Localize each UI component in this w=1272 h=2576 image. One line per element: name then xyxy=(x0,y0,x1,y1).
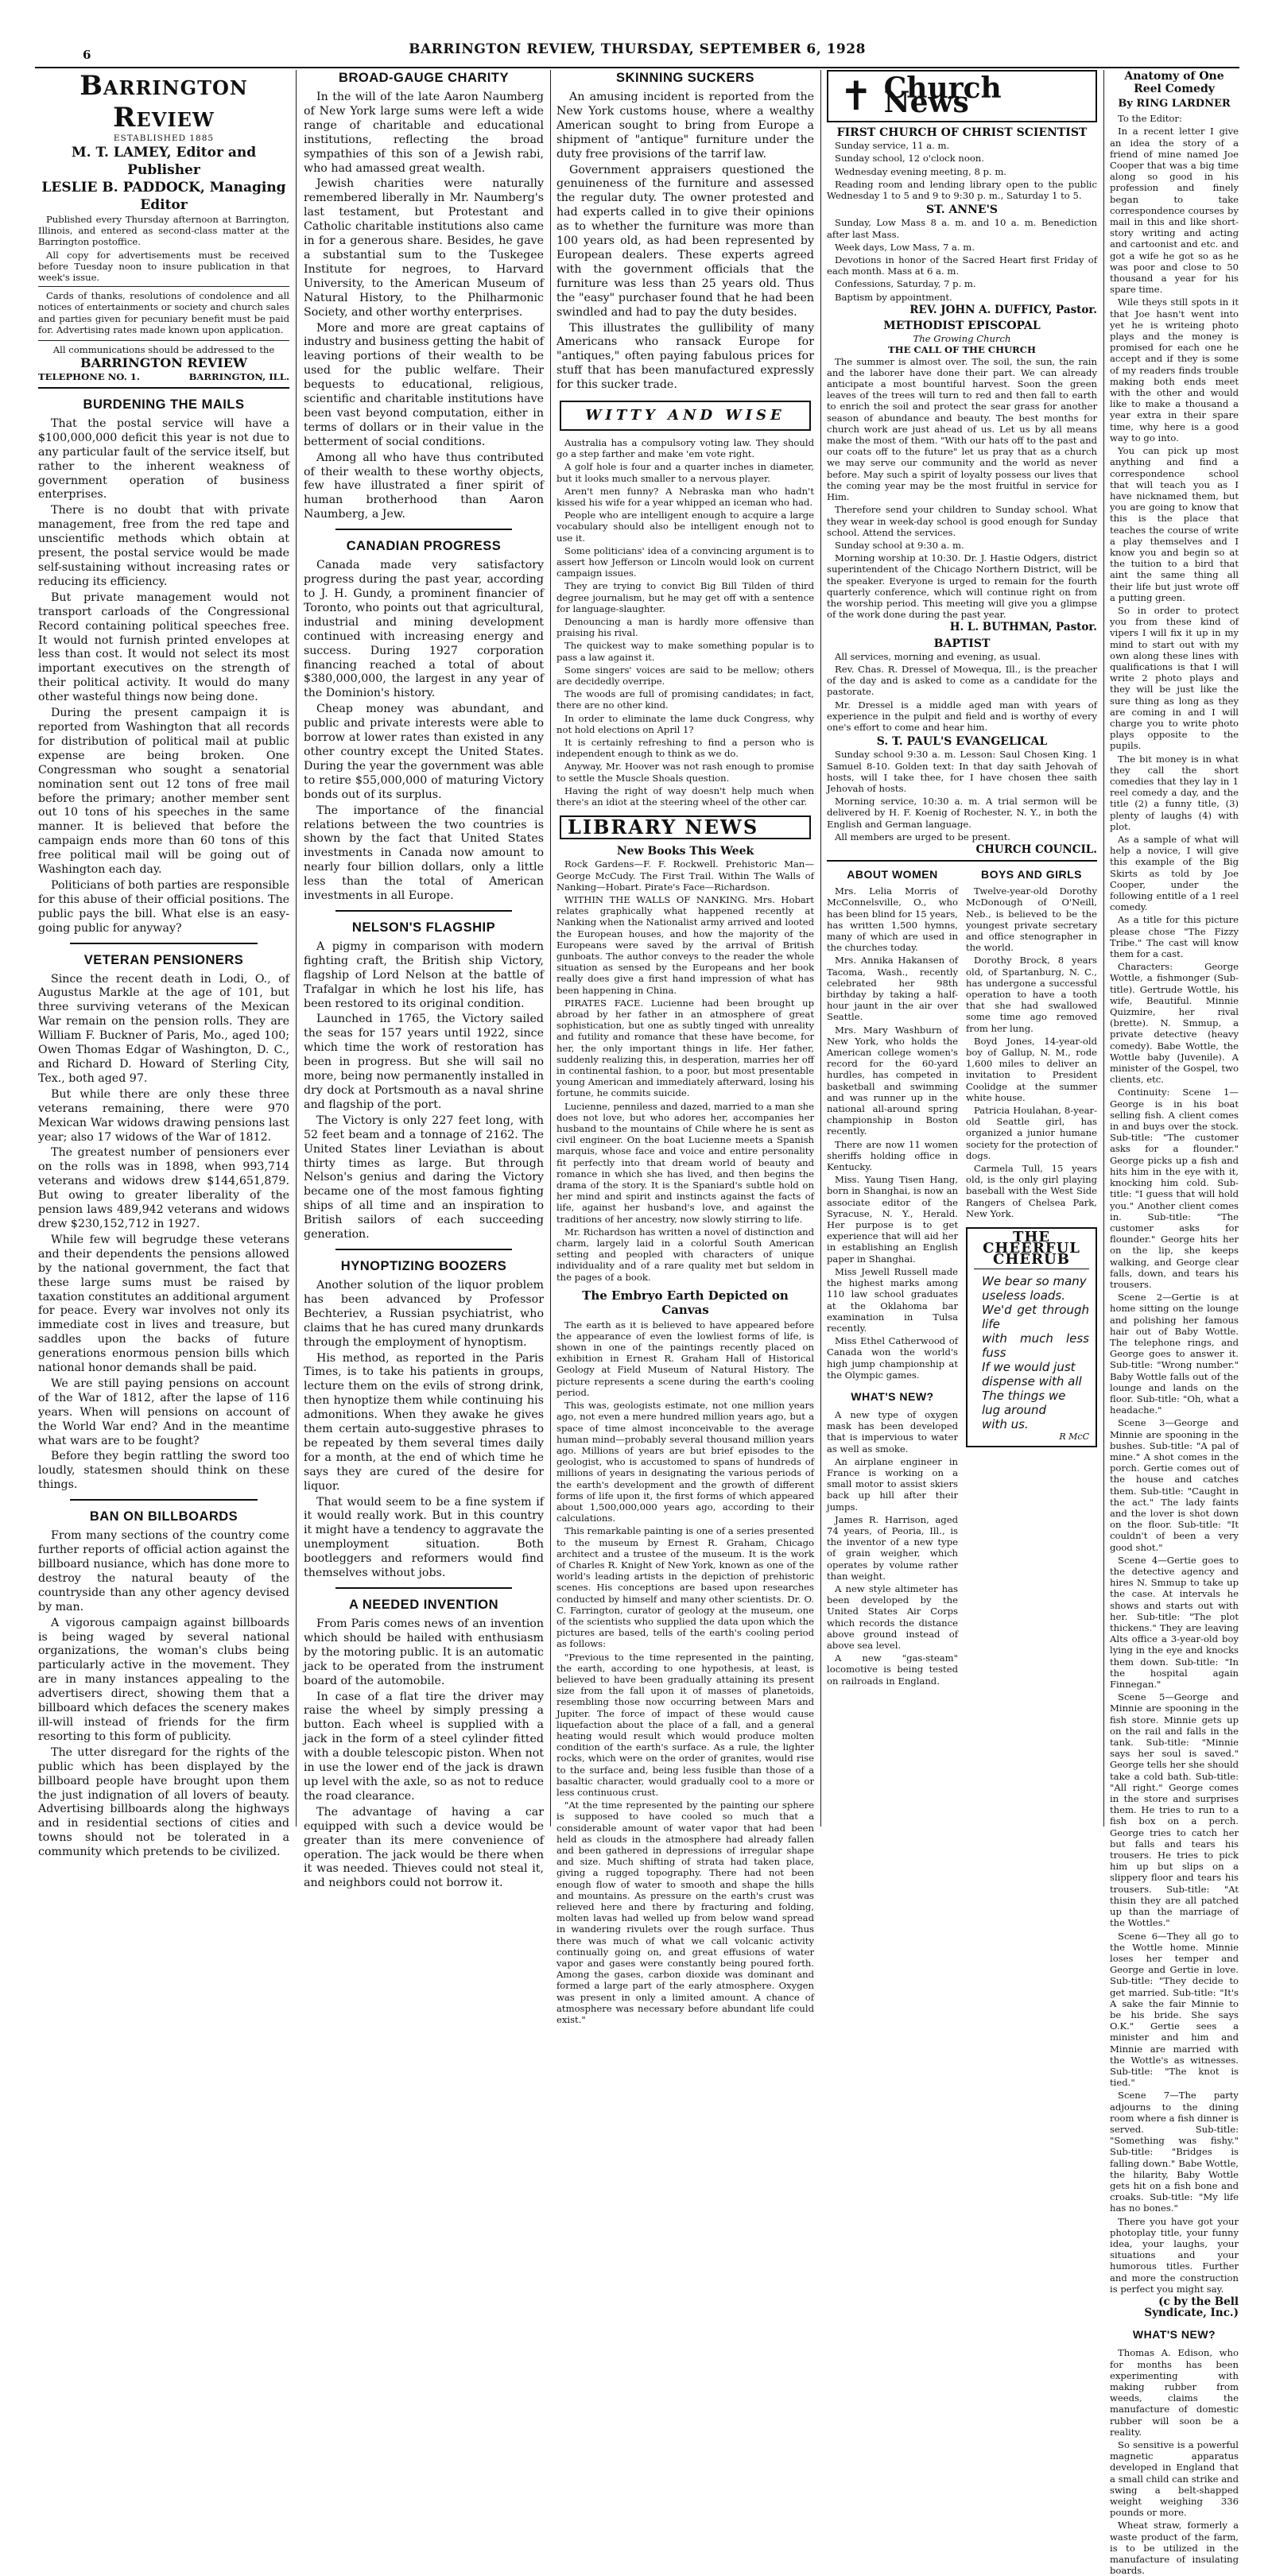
paragraph: All services, morning and evening, as usual. xyxy=(835,650,1041,662)
ad-note: All copy for advertisements must be received before Tuesday noon to insure publication in that week's issue. xyxy=(38,249,289,284)
masthead-title: Barrington Review xyxy=(80,70,248,134)
cheerful-cherub-box xyxy=(966,1227,1097,1447)
issue-line: BARRINGTON REVIEW, THURSDAY, SEPTEMBER 6, 1928 xyxy=(409,41,866,57)
paragraph: The greatest number of pensioners ever on the rolls was in 1898, when 993,714 veterans and widows drew $144,651,879. But owing to greater liberality of the pension laws 489,942 veterans and widows drew $230,152,712 in 1927. xyxy=(38,1146,289,1230)
masthead-notes xyxy=(38,214,289,341)
communications-note: All communications should be addressed to the xyxy=(52,344,275,356)
article-headline: WHAT'S NEW? xyxy=(851,1389,934,1403)
paragraph: Sunday school at 9:30 a. m. xyxy=(835,539,964,551)
paragraph: "Previous to the time represented in the painting, the earth, according to one hypothesis, at least, is believed to have been gradually attaining its present size from the fall upon it of masses of planetoids, resembling those now occurring between Mars and Jupiter. The force of impact of these would cause liquefaction about the place of a fall, and a general heating would result which would produce molten condition of the earth's surface. As a rule, the lighter rocks, which were on the order of granites, would rise to the surface and, being less fusible than those of a basaltic character, would gradually cool to a more or less continuous crust. xyxy=(556,1651,814,1798)
article-mails xyxy=(38,417,289,936)
witty-item: Australia has a compulsory voting law. They should go a step farther and make 'em vote right. xyxy=(556,436,814,460)
witty-and-wise-heading: WITTY AND WISE xyxy=(560,401,811,431)
paragraph: Scene 7—The party adjourns to the dining room where a fish dinner is served. Sub-title: "Something was fishy." Sub-title: "Bridges is falling down." Babe Wottle, the hilarity, Baby Wottle gets hit on a fish bone and croaks. Sub-title: "My life has no bones." xyxy=(1110,2090,1239,2214)
column-2 xyxy=(304,70,544,1890)
paragraph: The utter disregard for the rights of the public which has been displayed by the billboard people have brought upon them the just indignation of all lovers of beauty. Advertising billboards along the highways and in residential sections of cities and towns should not be tolerated in a community which pretends to be civilized. xyxy=(38,1745,289,1859)
paragraph: The bit money is in what they call the short comedies that they lay in 1 reel comedy a day, and the title (2) a funny title, (3) plenty of laughs (4) with plot. xyxy=(1110,753,1239,832)
article-nelson xyxy=(304,940,544,1242)
article-headline: WHAT'S NEW? xyxy=(1132,2328,1216,2342)
paragraph: But while there are only these three veterans remaining, there were 970 Mexican War widows drawing pensions last year; also 17 widows of the War of 1812. xyxy=(38,1087,289,1144)
column-5 xyxy=(1110,70,1239,2576)
divider xyxy=(335,910,512,912)
paragraph: The Victory is only 227 feet long, with 52 feet beam and a tonnage of 2162. The United States liner Leviathan is about thirty times as large. But through Nelson's genius and daring the Victory became one of the most famous fighting ships of all time and an inspiration to British sailors of each succeeding generation. xyxy=(304,1114,544,1242)
article-hypno xyxy=(304,1279,544,1581)
column-divider xyxy=(296,70,297,1826)
paragraph: Cheap money was abundant, and public and private interests were able to borrow at lower rates than existed in any other country except the United States. During the year the government was able to retire $55,000,000 of maturing Victory bonds out of its surplus. xyxy=(304,703,544,801)
boys-girls-item: Patricia Houlahan, 8-year-old Seattle girl, has organized a junior humane society for the protection of dogs. xyxy=(966,1105,1097,1161)
witty-item: It is certainly refreshing to find a person who is independent enough to think as we do. xyxy=(556,737,814,760)
divider xyxy=(335,1249,512,1250)
witty-item: Having the right of way doesn't help much when there's an idiot at the steering wheel of the other car. xyxy=(556,784,814,808)
library-subhead: New Books This Week xyxy=(616,845,754,858)
paragraph: WITHIN THE WALLS OF NANKING. Mrs. Hobart relates graphically what happened recently at Nanking when the Nationalist army arrived and looted the European houses, and how the majority of the Europeans were saved by the arrival of British gunboats. The author conveys to the reader the whole situation as sensed by the Europeans and her book really does give a first hand impression of what has been happening in China. xyxy=(556,893,814,996)
paragraph: Canada made very satisfactory progress during the past year, according to J. H. Gundy, a prominent financier of Toronto, who points out that agricultural, industrial and mining development continued with increasing energy and success. During 1927 corporation financing reached a total of about $380,000,000, the largest in any year of the Dominion's history. xyxy=(304,559,544,700)
article-library xyxy=(556,846,814,1283)
library-news-heading: LIBRARY NEWS xyxy=(560,815,811,839)
paragraph: An amusing incident is reported from the New York customs house, where a wealthy American sought to bring from Europe a shipment of "antique" furniture under the duty free provisions of the tarrif law. xyxy=(556,91,814,161)
article-headline: BURDENING THE MAILS xyxy=(83,397,245,412)
communications-name: BARRINGTON REVIEW xyxy=(80,355,247,371)
witty-list xyxy=(556,437,814,808)
women-list xyxy=(827,885,958,1381)
paragraph: Scene 3—George and Minnie are spooning in the bushes. Sub-title: "A pal of mine." A shot comes in the porch. Gertie comes out of the house and catches them. Sub-title: "Caught in the act." The lady faints and the lover is shot down on the floor. Sub-title: "It couldn't of been a very good shot." xyxy=(1110,1417,1239,1553)
church-name: BAPTIST xyxy=(933,637,991,650)
article-church xyxy=(827,127,1097,855)
witty-item: Some singers' voices are said to be mellow; others are decidedly overripe. xyxy=(556,664,814,687)
women-item: Mrs. Lelia Morris of McConnelsville, O., who has been blind for 15 years, has written 1,500 hymns, many of which are used in the churches today. xyxy=(827,885,958,954)
women-item: Mrs. Mary Washburn of New York, who holds the American college women's record for the 60-yard hurdles, has competed in basketball and swimming and was runner up in the national all-around spring championship in Boston recently. xyxy=(827,1024,958,1137)
paragraph: Scene 4—Gertie goes to the detective agency and hires N. Smmup to take up the case. At intervals he shows and starts out with her. Sub-title: "The plot thickens." They are leaving Alts office a 3-year-old boy lying in the eye and knocks them down. Sub-title: "In the hospital again Finnegan." xyxy=(1110,1554,1239,1691)
schedule-line: Sunday school, 12 o'clock noon. xyxy=(835,153,984,165)
church-schedule xyxy=(827,140,1097,201)
witty-item: Anyway, Mr. Hoover was not rash enough to promise to settle the Muscle Shoals question. xyxy=(556,761,814,784)
column-3 xyxy=(556,70,814,2026)
paragraph: That the postal service will have a $100,000,000 deficit this year is not due to any particular fault of the service itself, but rather to the inherent weakness of government operation of business enterprises. xyxy=(38,416,289,502)
cross-icon: ✝ xyxy=(839,73,873,119)
church-subtitle: THE CALL OF THE CHURCH xyxy=(888,344,1036,356)
article-headline: SKINNING SUCKERS xyxy=(616,71,754,85)
divider xyxy=(335,529,512,530)
paragraph: Morning service, 10:30 a. m. A trial sermon will be delivered by H. F. Koenig of Rochester, N. Y., in both the English and German language. xyxy=(827,796,1097,830)
article-headline: NELSON'S FLAGSHIP xyxy=(351,920,496,935)
paragraph: A pigmy in comparison with modern fighting craft, the British ship Victory, flagship of Lord Nelson at the battle of Trafalgar in which he lost his life, has been restored to its original condition. xyxy=(304,939,544,1010)
witty-item: Some politicians' idea of a convincing argument is to assert how Jefferson or Lincoln would look on current campaign issues. xyxy=(556,544,814,579)
women-item: There are now 11 women sheriffs holding office in Kentucky. xyxy=(827,1138,958,1173)
poem-line: lug around xyxy=(982,1402,1047,1417)
paragraph: Another solution of the liquor problem has been advanced by Professor Bechteriev, a Russian psychiatrist, who claims that he has cured many drunkards through the employment of hynoptism. xyxy=(304,1278,544,1349)
boys-girls-item: Dorothy Brock, 8 years old, of Spartanburg, N. C., has undergone a successful operation to have a tooth that she had swallowed some time ago removed from her lung. xyxy=(966,955,1097,1034)
schedule-line: Sunday, Low Mass 8 a. m. and 10 a. m. Benediction after last Mass. xyxy=(827,217,1097,240)
whats-new-item: Thomas A. Edison, who for months has been experimenting with making rubber from weeds, claims the manufacture of domestic rubber will soon be a reality. xyxy=(1110,2347,1239,2438)
poem-line: useless loads. xyxy=(982,1288,1065,1303)
paragraph: But private management would not transport carloads of the Congressional Record containing political speeches free. It would not furnish printed envelopes at less than cost. It would not select its most important executives on the strength of their political activity. It would do many other wasteful things now being done. xyxy=(38,591,289,704)
schedule-line: Reading room and lending library open to the public Wednesday 1 to 5 and 9 to 9:30 p. m., Saturday 1 to 5. xyxy=(827,178,1097,202)
article-billboards xyxy=(38,1529,289,1860)
paragraph: During the present campaign it is reported from Washington that all records for distribution of political mail at public expense are being broken. One Congressman who sought a senatorial nomination sent out 12 tons of free mail before the primary; another member sent out 10 tons of his speeches in the same manner. It is believed that before the campaign ends more than 60 tons of this free political mail will be going out of Washington each day. xyxy=(38,707,289,877)
article-invention xyxy=(304,1617,544,1891)
paragraph: Lucienne, penniless and dazed, married to a man she does not love, but who adores her, accompanies her husband to the mountains of Chile where he is sent as civil engineer. On the boat Lucienne meets a Spanish marquis, whose face and voice and entire personality fit perfectly into that dream world of beauty and romance in which she has lived, and then begins the drama of the story. It is the Spaniard's subtle hold on her mind and spirit and instincts against the facts of life, against her husband's love, and against the traditions of her ancestry, now slowly stirring to life. xyxy=(556,1100,814,1225)
paragraph: Scene 2—Gertie is at home sitting on the lounge and polishing her famous hair out of Baby Wottle. The telephone rings, and George goes to answer it. Sub-title: "Wrong number." Baby Wottle falls out of the lounge and lands on the floor. Sub-title: "Oh, what a headache." xyxy=(1110,1292,1239,1416)
column-divider xyxy=(820,70,821,1826)
telephone-line xyxy=(38,370,289,389)
paragraph: Continuity: Scene 1—George is in his boat selling fish. A client comes in and buys over the stock. Sub-title: "The customer asks for a flounder." George picks up a fish and hits him in the eye with it, knocking him cold. Sub-title: "I guess that will hold you." Another client comes in. Sub-title: "The customer asks for flounder." George hits her on the lip, she keeps walking, and George clear falls, down, and tears his trousers. xyxy=(1110,1087,1239,1290)
article-headline: BOYS AND GIRLS xyxy=(980,868,1083,881)
boys-girls-item: Carmela Tull, 15 years old, is the only girl playing baseball with the West Side Rangers of Chelsea Park, New York. xyxy=(966,1163,1097,1219)
whats-new-item: A new style altimeter has been developed by the United States Air Corps which records the distance above ground instead of above sea level. xyxy=(827,1582,958,1651)
paragraph: Before they begin rattling the sword too loudly, statesmen should think on these things. xyxy=(38,1450,289,1492)
schedule-line: Week days, Low Mass, 7 a. m. xyxy=(835,241,975,253)
lower-right xyxy=(966,865,1097,1688)
witty-item: The quickest way to make something popular is to pass a law against it. xyxy=(556,640,814,663)
witty-item: They are trying to convict Big Bill Tilden of third degree journalism, but he may get off with a sentence for language-slaughter. xyxy=(556,580,814,614)
paragraph: To the Editor: xyxy=(1118,113,1182,125)
lower-split xyxy=(827,865,1097,1688)
paragraph: This remarkable painting is one of a series presented to the museum by Ernest R. Graham, Chicago architect and a trustee of the museum. It is the work of Charles R. Knight of New York, known as one of the world's leading artists in the depiction of prehistoric scenes. His conceptions are based upon researches conducted by himself and many other scientists. Dr. O. C. Farrington, curator of geology at the museum, one of the scientists who supplied the data upon which the pictures are based, tells of the earth's cooling period as follows: xyxy=(556,1525,814,1650)
paragraph: In the will of the late Aaron Naumberg of New York large sums were left a wide range of charitable and educational institutions, reflecting the broad sympathies of this son of a Jewish rabi, who had amassed great wealth. xyxy=(304,91,544,175)
comedy-headline: Anatomy of One Reel Comedy xyxy=(1124,70,1224,95)
poem-line: with much less fuss xyxy=(982,1331,1089,1360)
paragraph: PIRATES FACE. Lucienne had been brought up abroad by her father in an atmosphere of great sophistication, but one as subtly tinged with unreality and futility and romance that these have become, for her, the only important things in life. Her father, suddenly realizing this, in desperation, marries her off in continental fashion, to a poor, but most presentable young American and immediately afterward, losing his fortune, he commits suicide. xyxy=(556,997,814,1099)
paragraph: Politicians of both parties are responsible for this abuse of their official positions. The public pays the bill. What else is an easy-going public for anyway? xyxy=(38,878,289,935)
paragraph: Since the recent death in Lodi, O., of Augustus Markle at the age of 101, but three surviving veterans of the Mexican War remain on the pension rolls. They are William F. Buckner of Paris, Mo., aged 100; Owen Thomas Edgar of Washington, D. C., and Richard D. Howard of Sterling City, Tex., both aged 97. xyxy=(38,972,289,1085)
church-name: ST. ANNE'S xyxy=(926,203,998,217)
paragraph: As a title for this picture please chose "The Fizzy Tribe." The cast will know them for a cast. xyxy=(1110,914,1239,960)
masthead-established: ESTABLISHED 1885 xyxy=(113,134,215,143)
women-item: Miss Ethel Catherwood of Canada won the world's high jump championship at the Olympic games. xyxy=(827,1335,958,1381)
paragraph: That would seem to be a fine system if it would really work. But in this country it might have a tendency to aggravate the unemployment situation. Both bootleggers and reformers would find themselves without jobs. xyxy=(304,1495,544,1580)
witty-item: In order to eliminate the lame duck Congress, why not hold elections on April 1? xyxy=(556,712,814,735)
paragraph: Wile theys still spots in it that Joe hasn't went into yet he is writeing photo plays and the money is promised for each one he accept and if they is some of my readers finds trouble making both ends meet with the other and would like to make a thousand a year extra in their spare time, why here is a good way to go into. xyxy=(1110,296,1239,444)
witty-item: People who are intelligent enough to acquire a large vocabulary should also be intelligent enough not to use it. xyxy=(556,509,814,544)
women-item: Mrs. Annika Hakansen of Tacoma, Wash., recently celebrated her 98th birthday by taking a half-hour jaunt in the air over Seattle. xyxy=(827,955,958,1023)
schedule-line: Baptism by appointment. xyxy=(835,291,952,303)
column-divider xyxy=(550,70,551,1826)
boys-girls-item: Twelve-year-old Dorothy McDonough of O'Neill, Neb., is believed to be the youngest private secretary and office stenographer in the world. xyxy=(966,885,1097,954)
whats-new-item: James R. Harrison, aged 74 years, of Peoria, Ill., is the inventor of a new type of grain weigher, which operates by volume rather than weight. xyxy=(827,1513,958,1582)
cherub-signature: R McC xyxy=(1059,1431,1089,1442)
paragraph: Sunday school 9:30 a. m. Lesson: Saul Chosen King. 1 Samuel 8-10. Golden text: In that day saith Jehovah of hosts, will I take thee, for I have chosen thee saith Jehovah of hosts. xyxy=(827,749,1097,794)
schedule-line: Wednesday evening meeting, 8 p. m. xyxy=(835,165,1006,177)
paragraph: Among all who have thus contributed of their wealth to these worthy objects, few have illustrated a finer spirit of human brotherhood than Aaron Naumberg, a Jew. xyxy=(304,451,544,521)
paragraph: There you have got your photoplay title, your funny idea, your laughs, your situations and your humorous titles. Further and more the construction is perfect you might say. xyxy=(1110,2215,1239,2295)
article-canada xyxy=(304,559,544,904)
paragraph: "At the time represented by the painting our sphere is supposed to have cooled so much that a considerable amount of water vapor that had been held as clouds in the atmosphere had already fallen and been gathered in depressions of irregular shape and size. Much shifting of strata had taken place, giving a rugged topography. There had not been enough flow of water to smooth and shape the hills and mountains. As pressure on the earth's crust was relieved here and there by fracturing and folding, molten lavas had welled up from below wand spread in wandering rivulets over the rough surface. Thus there was much of what we call volcanic activity continually going on, and great effusions of water vapor and gases were constantly being poured forth. Among the gases, carbon dioxide was dominant and formed a large part of the early atmosphere. Oxygen was present in only a limited amount. A chance of atmosphere was necessary before abundant life could exist." xyxy=(556,1799,814,2026)
paragraph: More and more are great captains of industry and business getting the habit of leaving portions of their wealth to be used for the public welfare. Their bequests to educational, religious, scientific and charitable institutions have been vast beyond computation, either in terms of dollars or in their value in the betterment of social conditions. xyxy=(304,321,544,448)
church-news-banner xyxy=(827,70,1097,122)
paragraph: Scene 5—George and Minnie are spooning in the fish store. Minnie gets up on the rail and falls in the tank. Sub-title: "Minnie says her soul is saved." George tells her she should take a cold bath. Sub-title: "All right." George comes in the store and surprises them. He tries to run to a fish box on a perch. George tries to catch her but falls and tears his trousers. He tries to pick him up but slips on a slippery floor and tears his trousers. Sub-title: "At thisin they are all patched up than the marriage of the Wottles." xyxy=(1110,1691,1239,1929)
paragraph: This illustrates the gullibility of many Americans who ransack Europe for "antiques," often paying fabulous prices for stuff that has been manufactured expressly for this sucker trade. xyxy=(556,321,814,392)
church-subtitle: The Growing Church xyxy=(913,333,1011,345)
publication-note: Published every Thursday afternoon at Barrington, Illinois, and entered as second-class matter at the Barrington postoffice. xyxy=(38,214,289,248)
church-news-title: Church News xyxy=(883,72,1002,119)
paragraph: There is no doubt that with private management, free from the red tape and unscientific methods which obtain at present, the postal service would be made self-sustaining without increasing rates or reducing its efficiency. xyxy=(38,504,289,588)
article-headline: BAN ON BILLBOARDS xyxy=(89,1509,238,1524)
paragraph: From many sections of the country come further reports of official action against the billboard nusiance, which has done more to destroy the natural beauty of the countryside than any other agency devised by man. xyxy=(38,1529,289,1613)
article-suckers xyxy=(556,91,814,393)
witty-item: Aren't men funny? A Nebraska man who hadn't kissed his wife for a year whipped an iceman who had. xyxy=(556,485,814,508)
paragraph: A vigorous campaign against billboards is being waged by several national organizations, the woman's clubs being particularly active in the movement. They are in many instances appealing to the advertisers direct, showing them that a billboard which defaces the scenery makes ill-will instead of friends for the firm resorting to this form of publicity. xyxy=(38,1616,289,1743)
church-name: S. T. PAUL'S EVANGELICAL xyxy=(876,735,1048,749)
witty-item: Denouncing a man is hardly more offensive than praising his rival. xyxy=(556,615,814,639)
lower-left xyxy=(827,865,958,1688)
schedule-line: Confessions, Saturday, 7 p. m. xyxy=(835,278,976,290)
witty-item: A golf hole is four and a quarter inches in diameter, but it looks much smaller to a nervous player. xyxy=(556,461,814,484)
signature: CHURCH COUNCIL. xyxy=(975,843,1097,856)
divider xyxy=(335,1587,512,1589)
poem-line: We'd get through life xyxy=(982,1302,1089,1331)
schedule-line: Devotions in honor of the Sacred Heart first Friday of each month. Mass at 6 a. m. xyxy=(827,254,1097,277)
city: BARRINGTON, ILL. xyxy=(188,371,289,383)
masthead-managing-editor: LESLIE B. PADDOCK, Managing Editor xyxy=(41,180,286,213)
header-rule xyxy=(35,67,1239,68)
article-veterans xyxy=(38,973,289,1493)
article-headline: HYNOPTIZING BOOZERS xyxy=(340,1258,507,1273)
telephone: TELEPHONE NO. 1. xyxy=(38,371,140,383)
paragraph: Mr. Richardson has written a novel of distinction and charm, largely laid in a colorful South American setting and peopled with characters of unique individuality and of a rare quality met but seldom in the pages of a book. xyxy=(556,1226,814,1283)
whats-new-item: A new type of oxygen mask has been developed that is impervious to water as well as smoke. xyxy=(827,1408,958,1455)
paragraph: While few will begrudge these veterans and their dependents the pensions allowed by the national government, the fact that these large sums must be raised by taxation constitutes an additional argument for peace. Every war involves not only its immediate cost in lives and treasure, but saddles upon the backs of future generations enormous pension bills which national honor demands shall be paid. xyxy=(38,1233,289,1375)
article-comedy xyxy=(1110,113,1239,2295)
poem-line: If we would just xyxy=(982,1359,1076,1374)
article-headline: CANADIAN PROGRESS xyxy=(346,539,502,554)
article-embryo xyxy=(556,1319,814,2026)
cherub-title: THE CHEERFUL CHERUB xyxy=(974,1232,1089,1269)
paragraph: His method, as reported in the Paris Times, is to take his patients in groups, lecture them on the evils of strong drink, then hynoptize them while continuing his admonitions. When they awake he gives them certain auto-suggestive phrases to be repeated by them several times daily for a month, at the end of which time he says they are cured of the desire for liquor. xyxy=(304,1351,544,1493)
church-name: FIRST CHURCH OF CHRIST SCIENTIST xyxy=(836,126,1088,139)
paragraph: In a recent letter I give an idea the story of a friend of mine named Joe Cooper that was a big time along so good in his profession and finely began to take correspondence courses by mail in this and like short-story writing and acting and cartoonist and etc. and got a wife he got so as he was poor and close to 50 thousand a year for his spare time. xyxy=(1110,126,1239,296)
masthead-editor: M. T. LAMEY, Editor and Publisher xyxy=(71,145,257,178)
signature: H. L. BUTHMAN, Pastor. xyxy=(949,621,1097,634)
paragraph: You can pick up most anything and find a correspondence school that will teach you as I have nicknamed them, but you are going to know that this is the place that teaches the course of write a play themselves and I know you and begin so at the tuition to a bird that aint the same thing all their life but just wrote off a putting green. xyxy=(1110,445,1239,603)
paragraph: Jewish charities were naturally remembered liberally in Mr. Naumberg's last testament, but Protestant and Catholic charitable institutions also came in for a generous share. Besides, he gave a substantial sum to the Tuskegee Institute for negroes, to Harvard University, to the American Museum of Natural History, to the Philharmonic Society, and other worthy enterprises. xyxy=(304,177,544,319)
paragraph: Characters: George Wottle, a fishmonger (Sub-title). Gertrude Wottle, his wife, Beautiful. Minnie Quizmire, her rival (brette). N. Smmup, a private detective (heavy comedy). Babe Wottle, the Wottle baby (Juvenile). A minister of the Gospel, two clients, etc. xyxy=(1110,961,1239,1086)
whats-new-item: So sensitive is a powerful magnetic apparatus developed in England that a small child can strike and swing a belt-shapped weight weighing 336 pounds or more. xyxy=(1110,2439,1239,2519)
paragraph: Launched in 1765, the Victory sailed the seas for 157 years until 1922, since which time the work of restoration has been in progress. But she will sail no more, being now permanently installed in dry dock at Portsmouth as a naval shrine and flagship of the port. xyxy=(304,1013,544,1111)
byline: By RING LARDNER xyxy=(1118,98,1231,110)
church-schedule xyxy=(827,217,1097,302)
article-headline: ABOUT WOMEN xyxy=(847,868,938,881)
paragraph: Rev. Chas. R. Dressel of Mowequa, Ill., is the preacher of the day and is asked to come as a candidate for the pastorate. xyxy=(827,663,1097,698)
witty-item: The woods are full of promising candidates; in fact, there are no other kind. xyxy=(556,688,814,711)
article-headline: A NEEDED INVENTION xyxy=(348,1598,499,1612)
whats-new-list xyxy=(827,1409,958,1687)
paragraph: As a sample of what will help a novice, I will give this example of the Big Skirts as told by Joe Cooper, under the following entitle of a 1 reel comedy. xyxy=(1110,834,1239,913)
whats-new-item: Wheat straw, formerly a waste product of the farm, is to be utilized in the manufacture of insulating boards. xyxy=(1110,2520,1239,2576)
paragraph: Scene 6—They all go to the Wottle home. Minnie loses her temper and George and Gertie in love. Sub-title: "They decide to get married. Sub-title: "It's A sake the fair Minnie to be his bride. She says O.K." Gertie sees a minister and him and Minnie are married with the Wottle's as witnesses. Sub-title: "The knot is tied." xyxy=(1110,1930,1239,2089)
masthead xyxy=(38,70,289,214)
poem-line: dispense with all xyxy=(982,1373,1082,1389)
paragraph: The summer is almost over. The soil, the sun, the rain and the laborer have done their part. We can already anticipate a most bountiful harvest. Soon the green leaves of the trees will turn to red and then fall to earth to enrich the soil and protect the sear grass for another season of abundance and beauty. The best months for church work are just ahead of us. Let us by all means make the most of them. "With our hats off to the past and our coats off to the future" let us pray that as a church we may serve our community and the world as never before. May such a spirit of loyalty possess our lives that the coming year may be the most fruitful in service for Him. xyxy=(827,355,1097,503)
whats-new-item: An airplane engineer in France is working on a small motor to assist skiers back up hill after their jumps. xyxy=(827,1455,958,1513)
divider xyxy=(70,1499,258,1501)
book-list: Rock Gardens—F. F. Rockwell. Prehistoric Man—George McCudy. The First Trail. Within The Walls of Nanking—Hobart. Pirate's Face—Richardson. xyxy=(556,858,814,893)
whats-new-list xyxy=(1110,2347,1239,2576)
article-headline: BROAD-GAUGE CHARITY xyxy=(339,71,509,85)
women-item: Miss Jewell Russell made the highest marks among 110 law school graduates at the Oklahoma bar examination in Tulsa recently. xyxy=(827,1265,958,1334)
paragraph: Government appraisers questioned the genuineness of the furniture and assessed the regular duty. The owner protested and had experts called in to give their opinions as to whether the furniture was more than 100 years old, as had been represented by European dealers. These experts agreed with the government officials that the furniture was less than 25 years old. Thus the "easy" purchaser found that he had been swindled and had to pay the duty besides. xyxy=(556,163,814,319)
signature: (c by the Bell Syndicate, Inc.) xyxy=(1144,2295,1239,2320)
embryo-headline: The Embryo Earth Depicted on Canvas xyxy=(582,1288,789,1317)
schedule-line: Sunday service, 11 a. m. xyxy=(835,140,950,152)
poem-line: with us. xyxy=(982,1416,1029,1431)
paragraph: The advantage of having a car equipped with such a device would be greater than its mere convenience of operation. The jack would be there when it was needed. Thieves could not steal it, and neighbors could not borrow it. xyxy=(304,1805,544,1890)
paragraph: We are still paying pensions on account of the War of 1812, after the lapse of 116 years. When will pensions on account of the World War end? And in the meantime what wars are to be fought? xyxy=(38,1377,289,1447)
column-divider xyxy=(1103,70,1104,1826)
paragraph: So in order to protect you from these kind of vipers I will fix it up in my mind to start out with my own along these lines with qualifications is that I will write 2 photo plays and they will be just like the sure thing as long as they are coming in and I will charge you to write photo plays opposite to the pupils. xyxy=(1110,604,1239,752)
poem-line: We bear so many xyxy=(982,1273,1087,1288)
paragraph: Mr. Dressel is a middle aged man with years of experience in the pulpit and field and is worthy of every one's effort to come and hear him. xyxy=(827,699,1097,733)
paragraph: The earth as it is believed to have appeared before the appearance of even the lowliest forms of life, is shown in one of the paintings recently placed on exhibition in Ernest R. Graham Hall of Historical Geology at Field Museum of Natural History. The picture represents a scene during the earth's cooling period. xyxy=(556,1319,814,1398)
boys-girls-item: Boyd Jones, 14-year-old boy of Gallup, N. M., rode 1,600 miles to deliver an invitation to President Coolidge at the summer white house. xyxy=(966,1035,1097,1103)
article-charity xyxy=(304,91,544,522)
paragraph: All members are urged to be present. xyxy=(835,831,1010,843)
church-name: METHODIST EPISCOPAL xyxy=(883,320,1041,333)
divider xyxy=(827,860,1097,862)
paragraph: Morning worship at 10:30. Dr. J. Hastie Odgers, district superintendent of the Chicago Northern District, will be the speaker. Everyone is urged to remain for the fourth quarterly conference, which will continue right on from the worship period. This meeting will give you a glimpse of the work done during the past year. xyxy=(827,552,1097,621)
article-headline: VETERAN PENSIONERS xyxy=(83,952,244,967)
page-number: 6 xyxy=(83,48,91,62)
address-block xyxy=(38,344,289,370)
women-item: Miss. Yaung Tisen Hang, born in Shanghai, is now an associate editor of the Syracuse, N. Y., Herald. Her purpose is to get experience that will aid her in establishing an English paper in Shanghai. xyxy=(827,1174,958,1265)
paragraph: This was, geologists estimate, not one million years ago, not even a mere hundred million years ago, but a space of time almost inconceivable to the average human mind—probably several thousand million years ago. Millions of years are but brief episodes to the geologist, who is accustomed to spans of hundreds of millions of years in designating the various periods of the earth's development and the growth of different forms of life upon it, the first forms of which appeared about 1,500,000,000 years ago, according to their calculations. xyxy=(556,1400,814,1524)
page-header xyxy=(35,40,1239,67)
cards-note: Cards of thanks, resolutions of condolence and all notices of entertainments or society and church sales and parties given for pecuniary benefit must be paid for. Advertising rates made known upon application. xyxy=(38,290,289,335)
divider xyxy=(70,943,258,944)
signature: REV. JOHN A. DUFFICY, Pastor. xyxy=(909,303,1097,316)
paragraph: In case of a flat tire the driver may raise the wheel by simply pressing a button. Each wheel is supplied with a jack in the form of a steel cylinder fitted with a double telescopic piston. When not in use the lower end of the jack is drawn up level with the axle, so as not to reduce the road clearance. xyxy=(304,1690,544,1803)
paragraph: The importance of the financial relations between the two countries is shown by the fact that United States investments in Canada now amount to nearly four billion dollars, only a little less than the total of American investments in all Europe. xyxy=(304,804,544,903)
poem-line: The things we xyxy=(982,1388,1066,1403)
paragraph: From Paris comes news of an invention which should be hailed with enthusiasm by the motoring public. It is an automatic jack to be operated from the instrument board of the automobile. xyxy=(304,1617,544,1687)
cherub-poem xyxy=(974,1269,1089,1431)
column-1 xyxy=(38,70,289,1859)
column-4 xyxy=(827,70,1097,1826)
whats-new-item: A new "gas-steam" locomotive is being tested on railroads in England. xyxy=(827,1652,958,1687)
paragraph: Therefore send your children to Sunday school. What they wear in week-day school is good enough for Sunday school. Attend the services. xyxy=(827,504,1097,538)
